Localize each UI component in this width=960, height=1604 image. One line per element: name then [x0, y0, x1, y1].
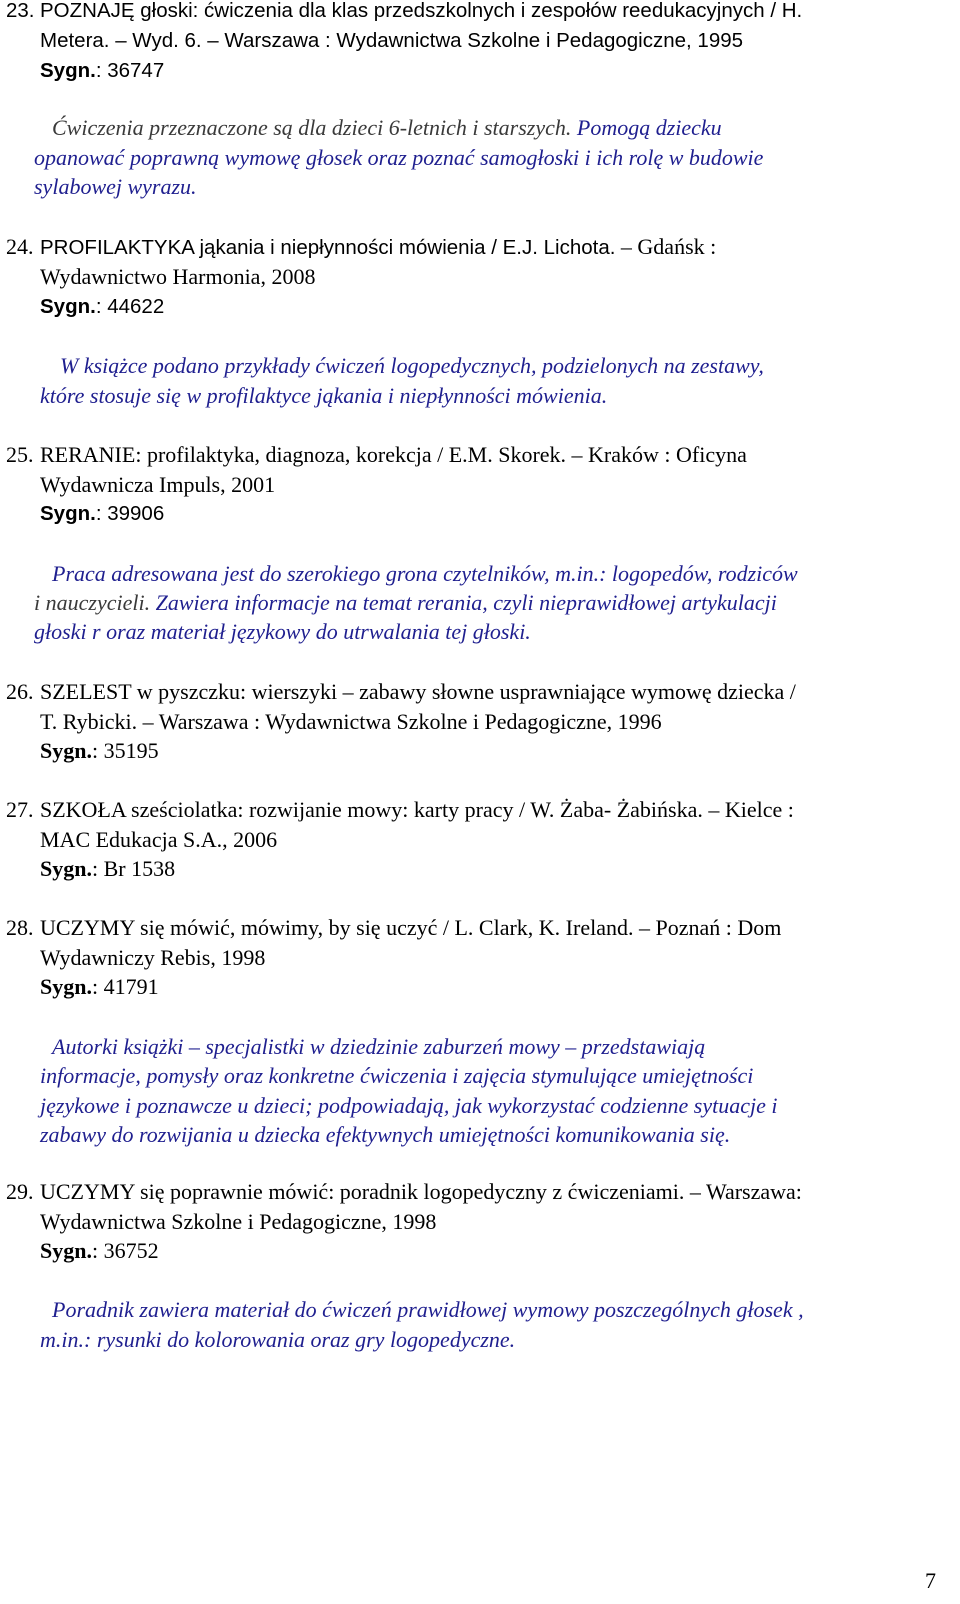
call-number-label: Sygn.: [40, 502, 96, 525]
description-text: Ćwiczenia przeznaczone są dla dzieci 6-letnich i starszych.: [52, 115, 572, 140]
call-number: [40, 854, 175, 884]
call-number-label: Sygn.: [40, 974, 92, 999]
entry-title-line: SZKOŁA sześciolatka: rozwijanie mowy: karty pracy / W. Żaba- Żabińska. – Kielce :: [40, 797, 794, 822]
description-line: Praca adresowana jest do szerokiego grona czytelników, m.in.: logopedów, rodziców: [52, 561, 798, 586]
entry-title-line: POZNAJĘ głoski: ćwiczenia dla klas przedszkolnych i zespołów reedukacyjnych / H.: [40, 0, 803, 22]
description-text: Pomogą dziecku: [571, 115, 722, 140]
call-number-value: : 39906: [95, 502, 165, 525]
entry-title-line: [40, 232, 716, 263]
entry-publication-line: Wydawnictwa Szkolne i Pedagogiczne, 1998: [40, 1209, 437, 1234]
entry-publication-line: Wydawnicza Impuls, 2001: [40, 472, 276, 497]
description-line: głoski r oraz materiał językowy do utrwalania tej głoski.: [34, 619, 531, 644]
entry-title-line: UCZYMY się mówić, mówimy, by się uczyć / L. Clark, K. Ireland. – Poznań : Dom: [40, 915, 782, 940]
entry-publication-line: MAC Edukacja S.A., 2006: [40, 827, 278, 852]
call-number-value: : 36747: [95, 59, 165, 82]
call-number: [40, 736, 159, 766]
description-line: W książce podano przykłady ćwiczeń logopedycznych, podzielonych na zestawy,: [60, 353, 764, 378]
description-line: językowe i poznawcze u dzieci; podpowiadają, jak wykorzystać codzienne sytuacje i: [40, 1093, 778, 1118]
description-line: zabawy do rozwijania u dziecka efektywnych umiejętności komunikowania się.: [40, 1122, 731, 1147]
description-text: i nauczycieli.: [34, 590, 151, 615]
call-number: [40, 292, 164, 322]
entry-number: 25.: [6, 442, 34, 467]
entry-place-text: – Gdańsk :: [615, 234, 717, 259]
call-number-value: : 36752: [91, 1238, 159, 1263]
entry-publication-line: Wydawnictwo Harmonia, 2008: [40, 264, 316, 289]
call-number-value: : Br 1538: [91, 856, 176, 881]
call-number-label: Sygn.: [40, 295, 96, 318]
description-line: które stosuje się w profilaktyce jąkania i niepłynności mówienia.: [40, 383, 608, 408]
call-number: [40, 56, 164, 86]
description-line: [52, 113, 722, 143]
call-number-label: Sygn.: [40, 59, 96, 82]
entry-title-line: RERANIE: profilaktyka, diagnoza, korekcja / E.M. Skorek. – Kraków : Oficyna: [40, 442, 747, 467]
call-number-label: Sygn.: [40, 856, 92, 881]
call-number-value: : 44622: [95, 295, 165, 318]
entry-number: 24.: [6, 234, 34, 259]
description-line: [34, 588, 777, 618]
entry-number: 27.: [6, 797, 34, 822]
entry-title-text: PROFILAKTYKA jąkania i niepłynności mówienia / E.J. Lichota.: [40, 236, 616, 259]
entry-publication-line: Wydawniczy Rebis, 1998: [40, 945, 266, 970]
entry-number: 26.: [6, 679, 34, 704]
call-number: [40, 1236, 159, 1266]
call-number: [40, 972, 159, 1002]
description-line: sylabowej wyrazu.: [34, 174, 197, 199]
description-line: Poradnik zawiera materiał do ćwiczeń prawidłowej wymowy poszczególnych głosek ,: [52, 1297, 804, 1322]
call-number-label: Sygn.: [40, 1238, 92, 1263]
page-number: 7: [925, 1568, 936, 1593]
entry-number: 29.: [6, 1179, 34, 1204]
description-line: informacje, pomysły oraz konkretne ćwiczenia i zajęcia stymulujące umiejętności: [40, 1063, 754, 1088]
entry-title-line: SZELEST w pyszczku: wierszyki – zabawy słowne usprawniające wymowę dziecka /: [40, 679, 796, 704]
call-number-label: Sygn.: [40, 738, 92, 763]
entry-number: 28.: [6, 915, 34, 940]
call-number: [40, 499, 164, 529]
description-line: opanować poprawną wymowę głosek oraz poznać samogłoski i ich rolę w budowie: [34, 145, 764, 170]
entry-publication-line: T. Rybicki. – Warszawa : Wydawnictwa Szkolne i Pedagogiczne, 1996: [40, 709, 662, 734]
entry-number: 23.: [6, 0, 35, 22]
entry-title-line: UCZYMY się poprawnie mówić: poradnik logopedyczny z ćwiczeniami. – Warszawa:: [40, 1179, 802, 1204]
entry-publication-line: Metera. – Wyd. 6. – Warszawa : Wydawnictwa Szkolne i Pedagogiczne, 1995: [40, 29, 744, 52]
call-number-value: : 35195: [91, 738, 159, 763]
description-line: m.in.: rysunki do kolorowania oraz gry logopedyczne.: [40, 1327, 516, 1352]
description-text: Zawiera informacje na temat rerania, czyli nieprawidłowej artykulacji: [150, 590, 777, 615]
description-line: Autorki książki – specjalistki w dziedzinie zaburzeń mowy – przedstawiają: [52, 1034, 706, 1059]
call-number-value: : 41791: [91, 974, 159, 999]
